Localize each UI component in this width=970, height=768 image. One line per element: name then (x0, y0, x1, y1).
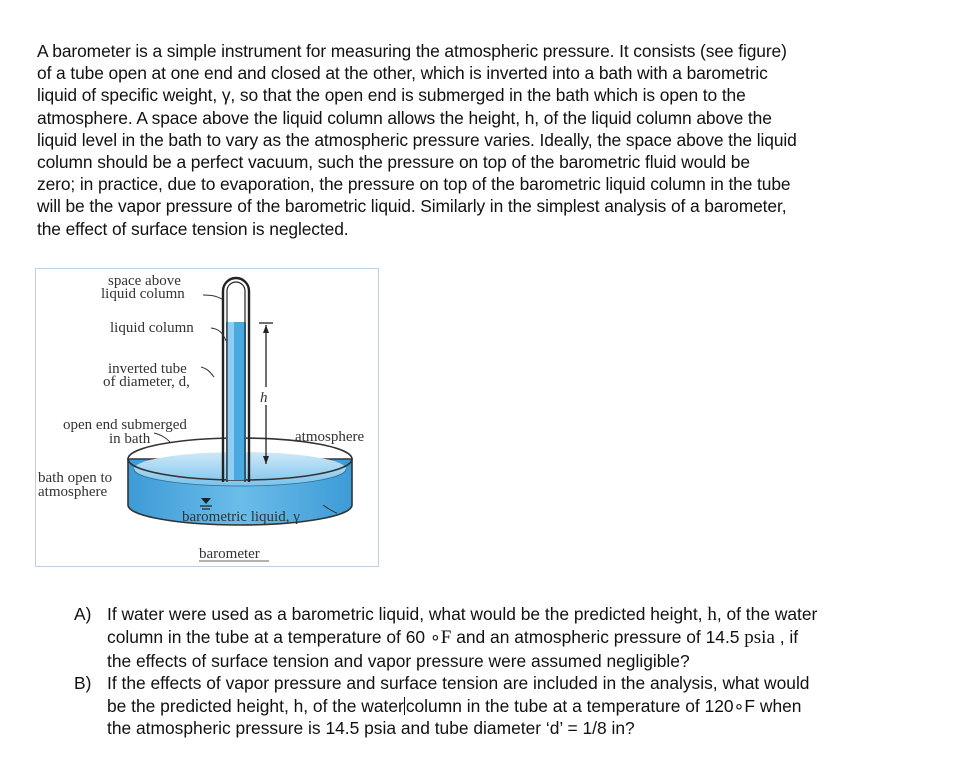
label-open-end: open end submerged (63, 417, 187, 433)
label-bath-open: bath open to (38, 470, 113, 486)
label-atmosphere: atmosphere (295, 429, 365, 445)
height-variable: h (707, 604, 717, 625)
barometer-diagram (36, 269, 378, 566)
figure-caption: barometer (199, 546, 260, 562)
label-barometric-liquid: barometric liquid, γ (182, 509, 300, 525)
intro-line: column should be a perfect vacuum, such the pressure on top of the barometric fluid would be (37, 152, 750, 173)
question-a-line (107, 603, 944, 626)
unit-fahrenheit: F (440, 627, 452, 649)
intro-line: of a tube open at one end and closed at the other, which is inverted into a bath with a barometric (37, 63, 768, 84)
question-a-letter: A) (74, 604, 92, 624)
question-a-line (107, 626, 944, 649)
question-a-line: the effects of surface tension and vapor pressure were assumed negligible? (107, 650, 690, 671)
label-h: h (260, 390, 268, 406)
intro-line: A barometer is a simple instrument for measuring the atmospheric pressure. It consists (see figure) (37, 41, 787, 61)
intro-line: the effect of surface tension is neglected. (37, 218, 349, 239)
unit-psia: psia (744, 627, 775, 649)
question-b-line: If the effects of vapor pressure and surface tension are included in the analysis, what would (107, 673, 810, 694)
question-a-text: column in the tube at a temperature of 60 (107, 627, 430, 648)
intro-line: will be the vapor pressure of the barometric liquid. Similarly in the simplest analysis of a barometer, (37, 196, 787, 217)
label-open-end-2: in bath (109, 431, 151, 447)
question-b-letter: B) (74, 673, 92, 694)
liquid-column-highlight (227, 322, 234, 480)
question-b-line (107, 695, 944, 717)
barometer-figure (36, 269, 378, 566)
label-space-above-2: liquid column (101, 286, 185, 302)
question-b-text: be the predicted height, h, of the water (107, 695, 404, 716)
degree-symbol: ∘ (429, 627, 441, 648)
question-b-text: column in the tube at a temperature of 120∘F when (405, 695, 802, 716)
intro-line: liquid level in the bath to vary as the atmospheric pressure varies. Ideally, the space above the liquid (37, 129, 797, 150)
label-liquid-column: liquid column (110, 320, 194, 336)
question-b-line: the atmospheric pressure is 14.5 psia and tube diameter ‘d’ = 1/8 in? (107, 718, 635, 739)
intro-line: liquid of specific weight, γ, so that the open end is submerged in the bath which is open to the (37, 85, 746, 106)
intro-line: atmosphere. A space above the liquid column allows the height, h, of the liquid column above the (37, 107, 772, 128)
label-bath-open-2: atmosphere (38, 484, 108, 500)
questions-list (74, 603, 944, 739)
question-a-text: , of the water (716, 604, 818, 624)
question-a-text: , if (774, 627, 799, 648)
question-b (74, 672, 944, 739)
label-inverted-tube: inverted tube (108, 361, 187, 377)
intro-paragraph (37, 40, 937, 240)
intro-line: zero; in practice, due to evaporation, the pressure on top of the barometric liquid column in the tube (37, 174, 791, 195)
question-a-text: If water were used as a barometric liquid, what would be the predicted height, (107, 604, 708, 624)
question-a-text: and an atmospheric pressure of 14.5 (451, 627, 745, 648)
label-space-above: space above (108, 273, 181, 289)
question-a (74, 603, 944, 672)
label-inverted-tube-2: of diameter, d, (103, 374, 190, 390)
